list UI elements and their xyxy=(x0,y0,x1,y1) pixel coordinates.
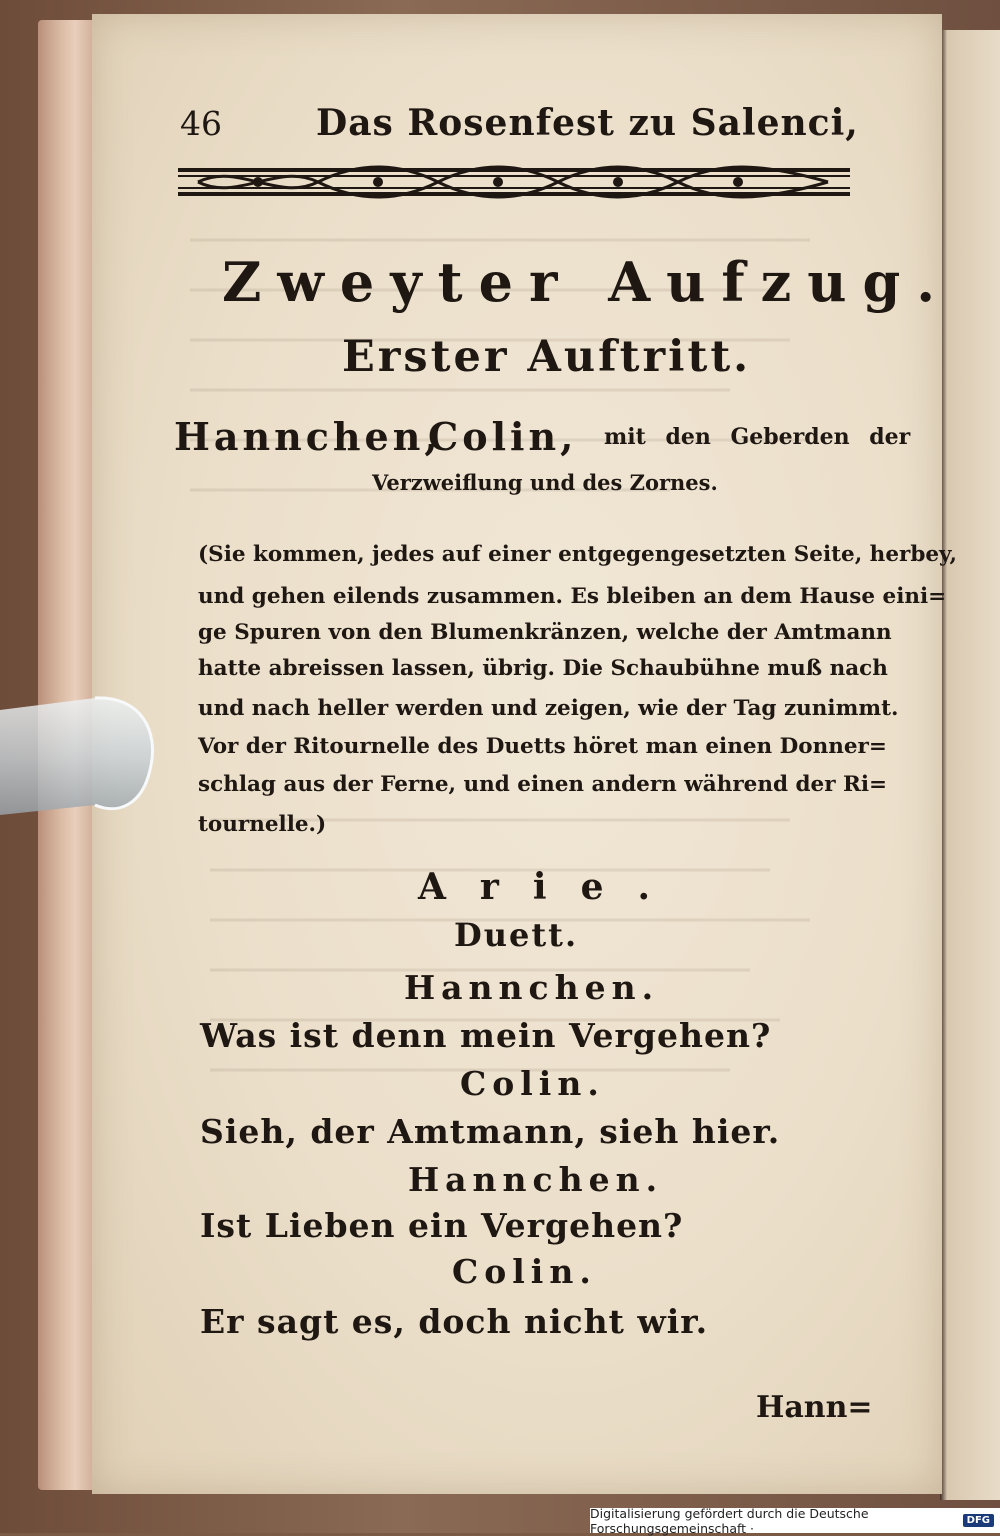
credit-text: Digitalisierung gefördert durch die Deutsche Forschungsgemeinschaft · xyxy=(590,1505,869,1536)
dialogue-line: Sieh, der Amtmann, sieh hier. xyxy=(200,1112,781,1151)
dfg-logo: DFG xyxy=(963,1514,994,1527)
speaker-name: Hannchen. xyxy=(404,968,660,1007)
ornamental-rule xyxy=(178,158,850,206)
aria-heading: Arie. xyxy=(418,866,685,908)
stage-direction-line: (Sie kommen, jedes auf einer entgegengesetzten Seite, herbey, xyxy=(198,542,957,567)
act-title: Zweyter Aufzug. xyxy=(222,250,952,314)
cast-note-line-1: mit den Geberden der xyxy=(604,424,911,450)
running-head: Das Rosenfest zu Salenci, xyxy=(316,102,859,144)
cast-name-hannchen: Hannchen, xyxy=(174,414,442,459)
digitization-credit-bar xyxy=(590,1505,1000,1536)
stage-direction-line: und nach heller werden und zeigen, wie der Tag zunimmt. xyxy=(198,696,899,721)
speaker-name: Colin. xyxy=(460,1064,605,1103)
catchword: Hann= xyxy=(756,1390,873,1425)
stage-direction-line: tournelle.) xyxy=(198,812,327,837)
stage-direction-line: schlag aus der Ferne, und einen andern während der Ri= xyxy=(198,772,888,797)
speaker-name: Hannchen. xyxy=(408,1160,664,1199)
speaker-name: Colin. xyxy=(452,1252,597,1291)
book-page-edges xyxy=(38,20,100,1490)
cast-name-colin: Colin, xyxy=(428,414,578,459)
page-number: 46 xyxy=(180,104,222,143)
cast-note-line-2: Verzweiflung und des Zornes. xyxy=(372,470,718,495)
scene-title: Erster Auftritt. xyxy=(342,332,752,382)
stage-direction-line: ge Spuren von den Blumenkränzen, welche der Amtmann xyxy=(198,620,892,645)
stage-direction-line: Vor der Ritournelle des Duetts höret man einen Donner= xyxy=(198,734,887,759)
dialogue-line: Ist Lieben ein Vergehen? xyxy=(200,1206,684,1245)
stage-direction-line: hatte abreissen lassen, übrig. Die Schaubühne muß nach xyxy=(198,656,888,681)
stage-direction-line: und gehen eilends zusammen. Es bleiben an dem Hause eini= xyxy=(198,584,947,609)
dialogue-line: Was ist denn mein Vergehen? xyxy=(200,1016,772,1055)
dialogue-line: Er sagt es, doch nicht wir. xyxy=(200,1302,709,1341)
duett-heading: Duett. xyxy=(454,916,579,954)
